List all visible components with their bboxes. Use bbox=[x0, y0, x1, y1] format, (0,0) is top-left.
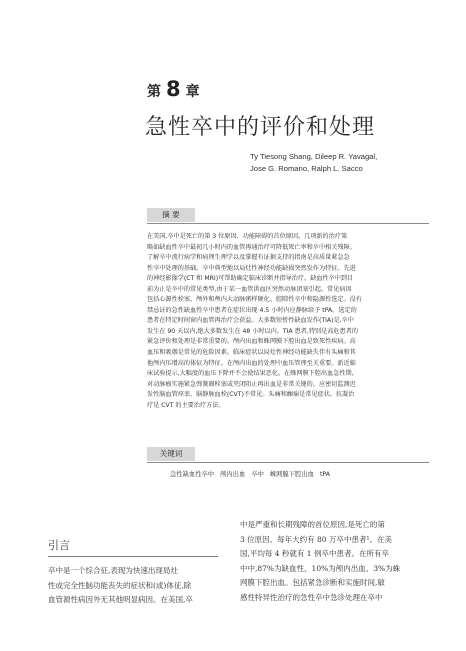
abstract-line: 禁忌证的急性缺血性卒中患者在症状出现 4.5 小时内应静脉给予 tPA。选定的 bbox=[147, 306, 357, 314]
abstract-line: 紧急评价和处理是非常重要的。颅内出血和蛛网膜下腔出血是致死性疾病。高 bbox=[147, 338, 356, 346]
authors-line: Ty Tiesong Shang, Dileep R. Yavagal, bbox=[250, 152, 378, 161]
abstract-line: 在美国,卒中是死亡的第 3 位原因、功能障碍的首位原因。几项新的治疗策 bbox=[147, 233, 348, 240]
abstract-line: 对动脉瘤实施紧急弹簧圈栓塞或夹闭阻止再出血是非常关键的。应密切监测迟 bbox=[147, 380, 356, 388]
body-line: 网膜下腔出血。包括紧急诊断和实施时间,敏 bbox=[240, 578, 385, 587]
abstract-line: 包括心源性栓塞、颅外和颅内大动脉粥样硬化、腔隙性卒中和隐源性选定。没有 bbox=[147, 296, 362, 304]
body-line: 血管源性病因外无其他明显病因。在美国,卒 bbox=[48, 595, 193, 604]
body-column-left bbox=[48, 564, 226, 608]
abstract-header bbox=[147, 208, 429, 224]
body-line: 性或完全性脑功能丧失的症状和(或)体征,除 bbox=[48, 580, 192, 590]
keywords-heading: 关键词 bbox=[147, 447, 195, 461]
abstract-line: 血压和吸烟是常见的危险因素。临床症状以局灶性神经功能缺失伴有头痛和其 bbox=[147, 349, 356, 357]
abstract-line: 略如缺血性卒中最初几小时内的血管再通治疗可降低死亡率和卒中相关残障。 bbox=[147, 243, 356, 251]
abstract-line: 了解卒中流行病学和病理生理学以及掌握有证据支持的指南是高质量紧急急 bbox=[147, 254, 350, 262]
abstract-line: 的神经影像学(CT 和 MRI)可帮助确定临床诊断并指导治疗。缺血性卒中到目 bbox=[147, 275, 354, 283]
keywords-header bbox=[147, 447, 429, 463]
abstract-line: 疗是 CVT 的主要治疗方法。 bbox=[147, 401, 225, 409]
chapter-heading bbox=[147, 77, 200, 99]
body-line: 卒中是一个综合征,表现为快速出现局灶 bbox=[48, 566, 178, 575]
abstract-heading: 摘 要 bbox=[147, 208, 195, 222]
body-column-right bbox=[240, 518, 426, 605]
abstract-line: 性卒中处理的基础。卒中典型地以局灶性神经功能缺损突然发作为特征。先进 bbox=[147, 264, 356, 272]
authors bbox=[250, 151, 435, 175]
body-line: 中中,87%为缺血性、10%为颅内出血、3%为蛛 bbox=[240, 563, 401, 573]
chapter-number: 8 bbox=[166, 77, 181, 101]
body-line: 国,平均每 4 秒就有 1 例卒中患者。在所有卒 bbox=[240, 549, 389, 558]
abstract-line: 他颅内压增高的体征为特征。在颅内出血的处理中血压管理至关重要。新近临 bbox=[147, 359, 356, 367]
abstract-line: 发生在 90 天以内,绝大多数发生在 48 小时以内。TIA 患者,特别是高危患者的 bbox=[147, 327, 358, 335]
section-title: 引言 bbox=[48, 539, 70, 552]
keywords-list: 急性缺血性卒中 颅内出血 卒中 蛛网膜下腔出血 tPA bbox=[170, 471, 331, 478]
abstract-line: 床试验提示,大幅度的血压下降并不会使结果恶化。在蛛网膜下腔出血急性期, bbox=[147, 370, 354, 378]
abstract-body bbox=[147, 232, 429, 411]
chapter-title: 急性卒中的评价和处理 bbox=[145, 115, 376, 140]
abstract-line: 发性脑血管痉挛。脑静脉血栓(CVT)不常见。头痛和癫痫是常见症状。抗凝治 bbox=[147, 391, 355, 399]
chapter-word-pre: 第 bbox=[147, 84, 161, 100]
abstract-line: 前为止是卒中的常见类型,由于某一血管供血区突然动脉闭塞引起。常见病因 bbox=[147, 285, 352, 293]
body-line: 感性特异性治疗的急性卒中急诊处理在卒中 bbox=[240, 592, 383, 602]
section-divider bbox=[48, 556, 218, 557]
body-line: 3 位原因。每年大约有 80 万卒中患者¹。在美 bbox=[240, 534, 392, 544]
authors-line: Jose G. Romano, Ralph L. Sacco bbox=[250, 164, 363, 173]
chapter-word-post: 章 bbox=[185, 84, 200, 100]
body-line: 中是严重和长期残障的首位原因,是死亡的第 bbox=[240, 520, 385, 529]
abstract-line: 患者在特定时间窗内血管再治疗会获益。大多数短暂性缺血发作(TIA)是,卒中 bbox=[147, 317, 354, 325]
